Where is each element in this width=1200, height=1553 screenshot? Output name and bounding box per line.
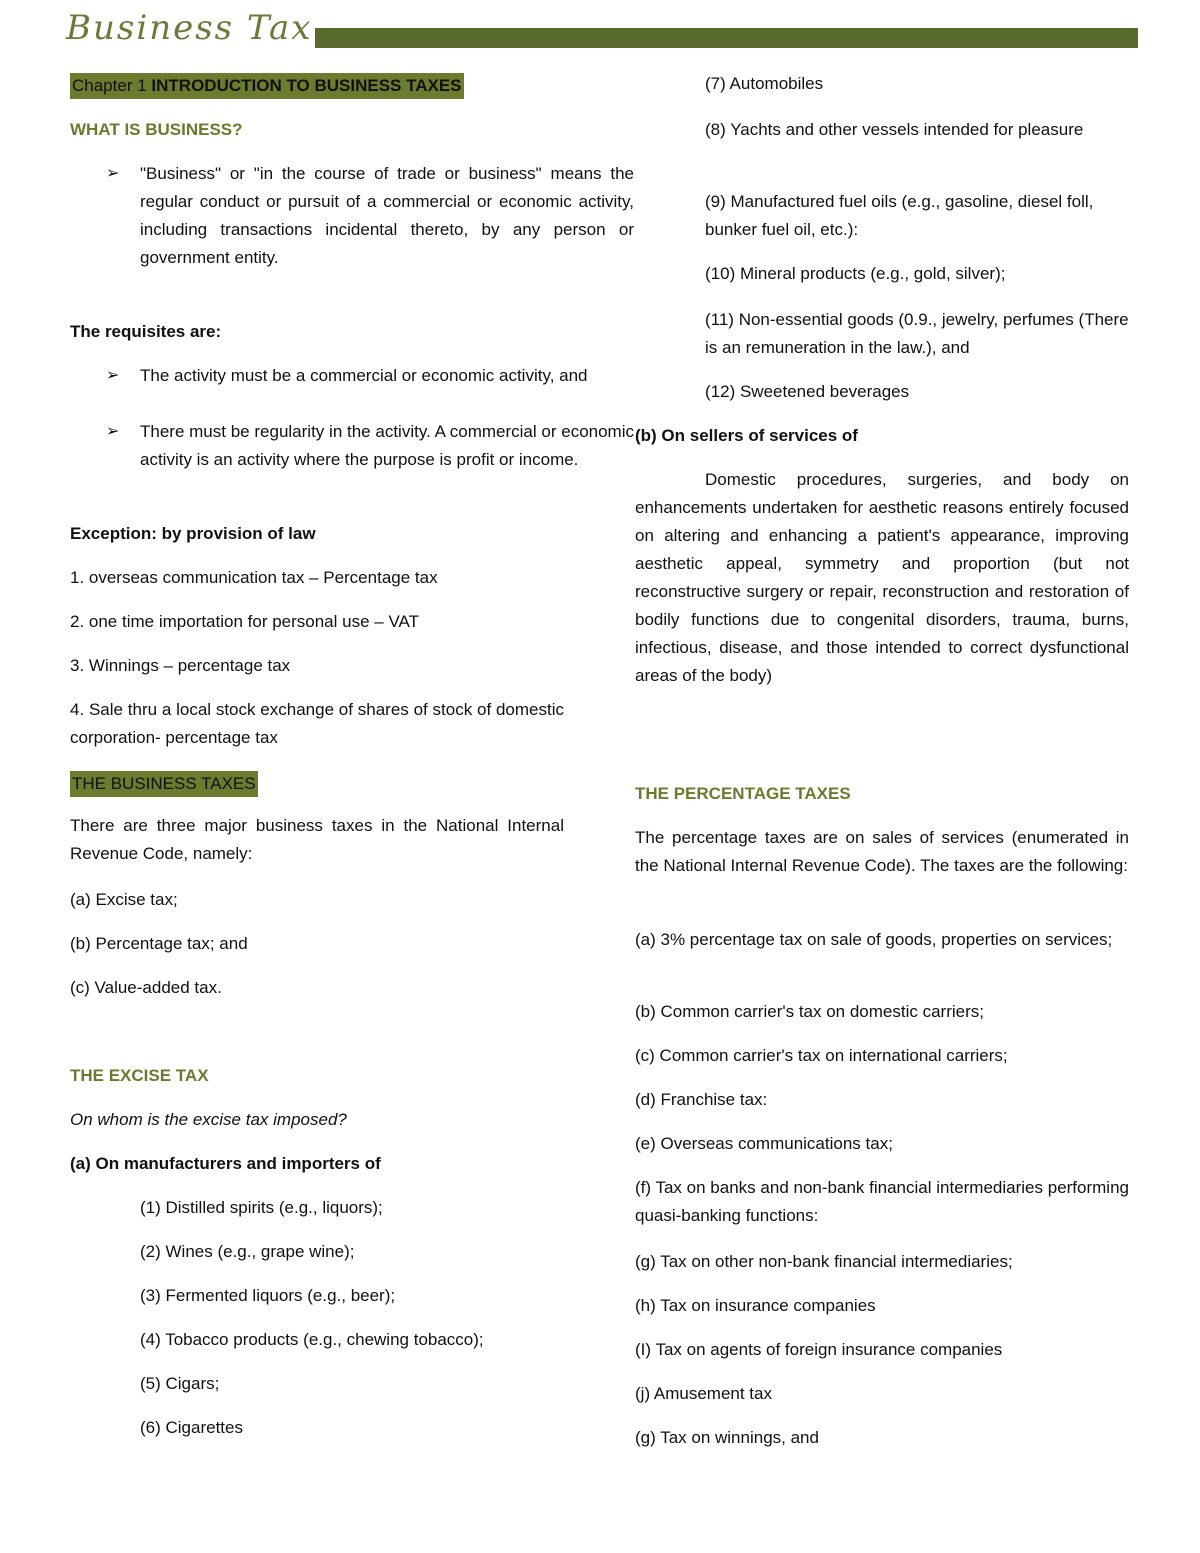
- excise-item: (2) Wines (e.g., grape wine);: [140, 1242, 355, 1261]
- arrow-bullet-icon: ➢: [106, 423, 120, 440]
- excise-item: (7) Automobiles: [705, 74, 824, 93]
- chapter-heading: [70, 72, 464, 100]
- percentage-taxes-heading: THE PERCENTAGE TAXES: [635, 784, 851, 803]
- percentage-item: (g) Tax on other non-bank financial intermediaries;: [635, 1252, 1013, 1271]
- business-tax-item: (b) Percentage tax; and: [70, 934, 248, 953]
- logo: Business Tax: [66, 8, 313, 48]
- business-taxes-title: THE BUSINESS TAXES: [70, 771, 258, 797]
- exception-title: Exception: by provision of law: [70, 524, 316, 543]
- percentage-item: (c) Common carrier's tax on international carriers;: [635, 1046, 1008, 1065]
- business-tax-item: (c) Value-added tax.: [70, 978, 222, 997]
- exception-item: 2. one time importation for personal use – VAT: [70, 612, 419, 631]
- percentage-item: (e) Overseas communications tax;: [635, 1134, 893, 1153]
- excise-item: (1) Distilled spirits (e.g., liquors);: [140, 1198, 383, 1217]
- excise-tax-heading: THE EXCISE TAX: [70, 1066, 209, 1085]
- excise-b-title: (b) On sellers of services of: [635, 426, 858, 445]
- chapter-label: Chapter 1: [72, 76, 147, 95]
- chapter-title: INTRODUCTION TO BUSINESS TAXES: [151, 76, 462, 95]
- business-taxes-intro: There are three major business taxes in the National Internal Revenue Code, namely:: [70, 816, 564, 863]
- requisite-bullet: [70, 418, 634, 474]
- header-bar: [315, 28, 1138, 48]
- excise-item: (3) Fermented liquors (e.g., beer);: [140, 1286, 396, 1305]
- arrow-bullet-icon: ➢: [106, 165, 120, 182]
- excise-a-title: (a) On manufacturers and importers of: [70, 1154, 381, 1173]
- excise-b-text: Domestic procedures, surgeries, and body on enhancements undertaken for aesthetic reasons entirely focused on altering and enhancing a patient's appearance, improving aesthetic appeal, symmetry and proportion (but not reconstructive surgery or repair, reconstruction and restoration of bodily functions due to congenital disorders, trauma, burns, infectious, disease, and those intended to correct dysfunctional areas of the body): [635, 470, 1129, 685]
- excise-question: On whom is the excise tax imposed?: [70, 1110, 347, 1129]
- percentage-item: (a) 3% percentage tax on sale of goods, properties on services;: [635, 930, 1113, 949]
- excise-item: (5) Cigars;: [140, 1374, 220, 1393]
- exception-item: 1. overseas communication tax – Percentage tax: [70, 568, 438, 587]
- percentage-item: (b) Common carrier's tax on domestic carriers;: [635, 1002, 984, 1021]
- excise-item: (9) Manufactured fuel oils (e.g., gasoline, diesel foll, bunker fuel oil, etc.):: [705, 192, 1094, 239]
- requisite-text: There must be regularity in the activity. A commercial or economic activity is an activity where the purpose is profit or income.: [140, 422, 634, 469]
- percentage-intro: The percentage taxes are on sales of services (enumerated in the National Internal Revenue Code). The taxes are the following:: [635, 828, 1129, 875]
- exception-item: 3. Winnings – percentage tax: [70, 656, 291, 675]
- exception-item: 4. Sale thru a local stock exchange of shares of stock of domestic corporation- percentage tax: [70, 700, 564, 747]
- arrow-bullet-icon: ➢: [106, 367, 120, 384]
- percentage-item: (d) Franchise tax:: [635, 1090, 768, 1109]
- definition-text: "Business" or "in the course of trade or business" means the regular conduct or pursuit of a commercial or economic activity, including transactions incidental thereto, by any person or government entity.: [140, 164, 634, 267]
- requisites-title: The requisites are:: [70, 322, 222, 341]
- percentage-item: (g) Tax on winnings, and: [635, 1428, 819, 1447]
- business-tax-item: (a) Excise tax;: [70, 890, 178, 909]
- excise-item: (11) Non-essential goods (0.9., jewelry, perfumes (There is an remuneration in the law.), and: [705, 310, 1129, 357]
- definition-bullet: [70, 160, 634, 272]
- excise-item: (6) Cigarettes: [140, 1418, 243, 1437]
- excise-item: (4) Tobacco products (e.g., chewing tobacco);: [140, 1330, 484, 1349]
- percentage-item: (I) Tax on agents of foreign insurance companies: [635, 1340, 1003, 1359]
- percentage-item: (h) Tax on insurance companies: [635, 1296, 876, 1315]
- excise-item: (10) Mineral products (e.g., gold, silver);: [705, 264, 1006, 283]
- section-heading-what-is-business: WHAT IS BUSINESS?: [70, 120, 243, 139]
- percentage-item: (j) Amusement tax: [635, 1384, 772, 1403]
- business-taxes-heading: [70, 770, 258, 798]
- percentage-item: (f) Tax on banks and non-bank financial intermediaries performing quasi-banking functions:: [635, 1178, 1129, 1225]
- excise-item: (8) Yachts and other vessels intended for pleasure: [705, 120, 1084, 139]
- requisite-text: The activity must be a commercial or economic activity, and: [140, 366, 588, 385]
- excise-item: (12) Sweetened beverages: [705, 382, 910, 401]
- requisite-bullet: [70, 362, 634, 390]
